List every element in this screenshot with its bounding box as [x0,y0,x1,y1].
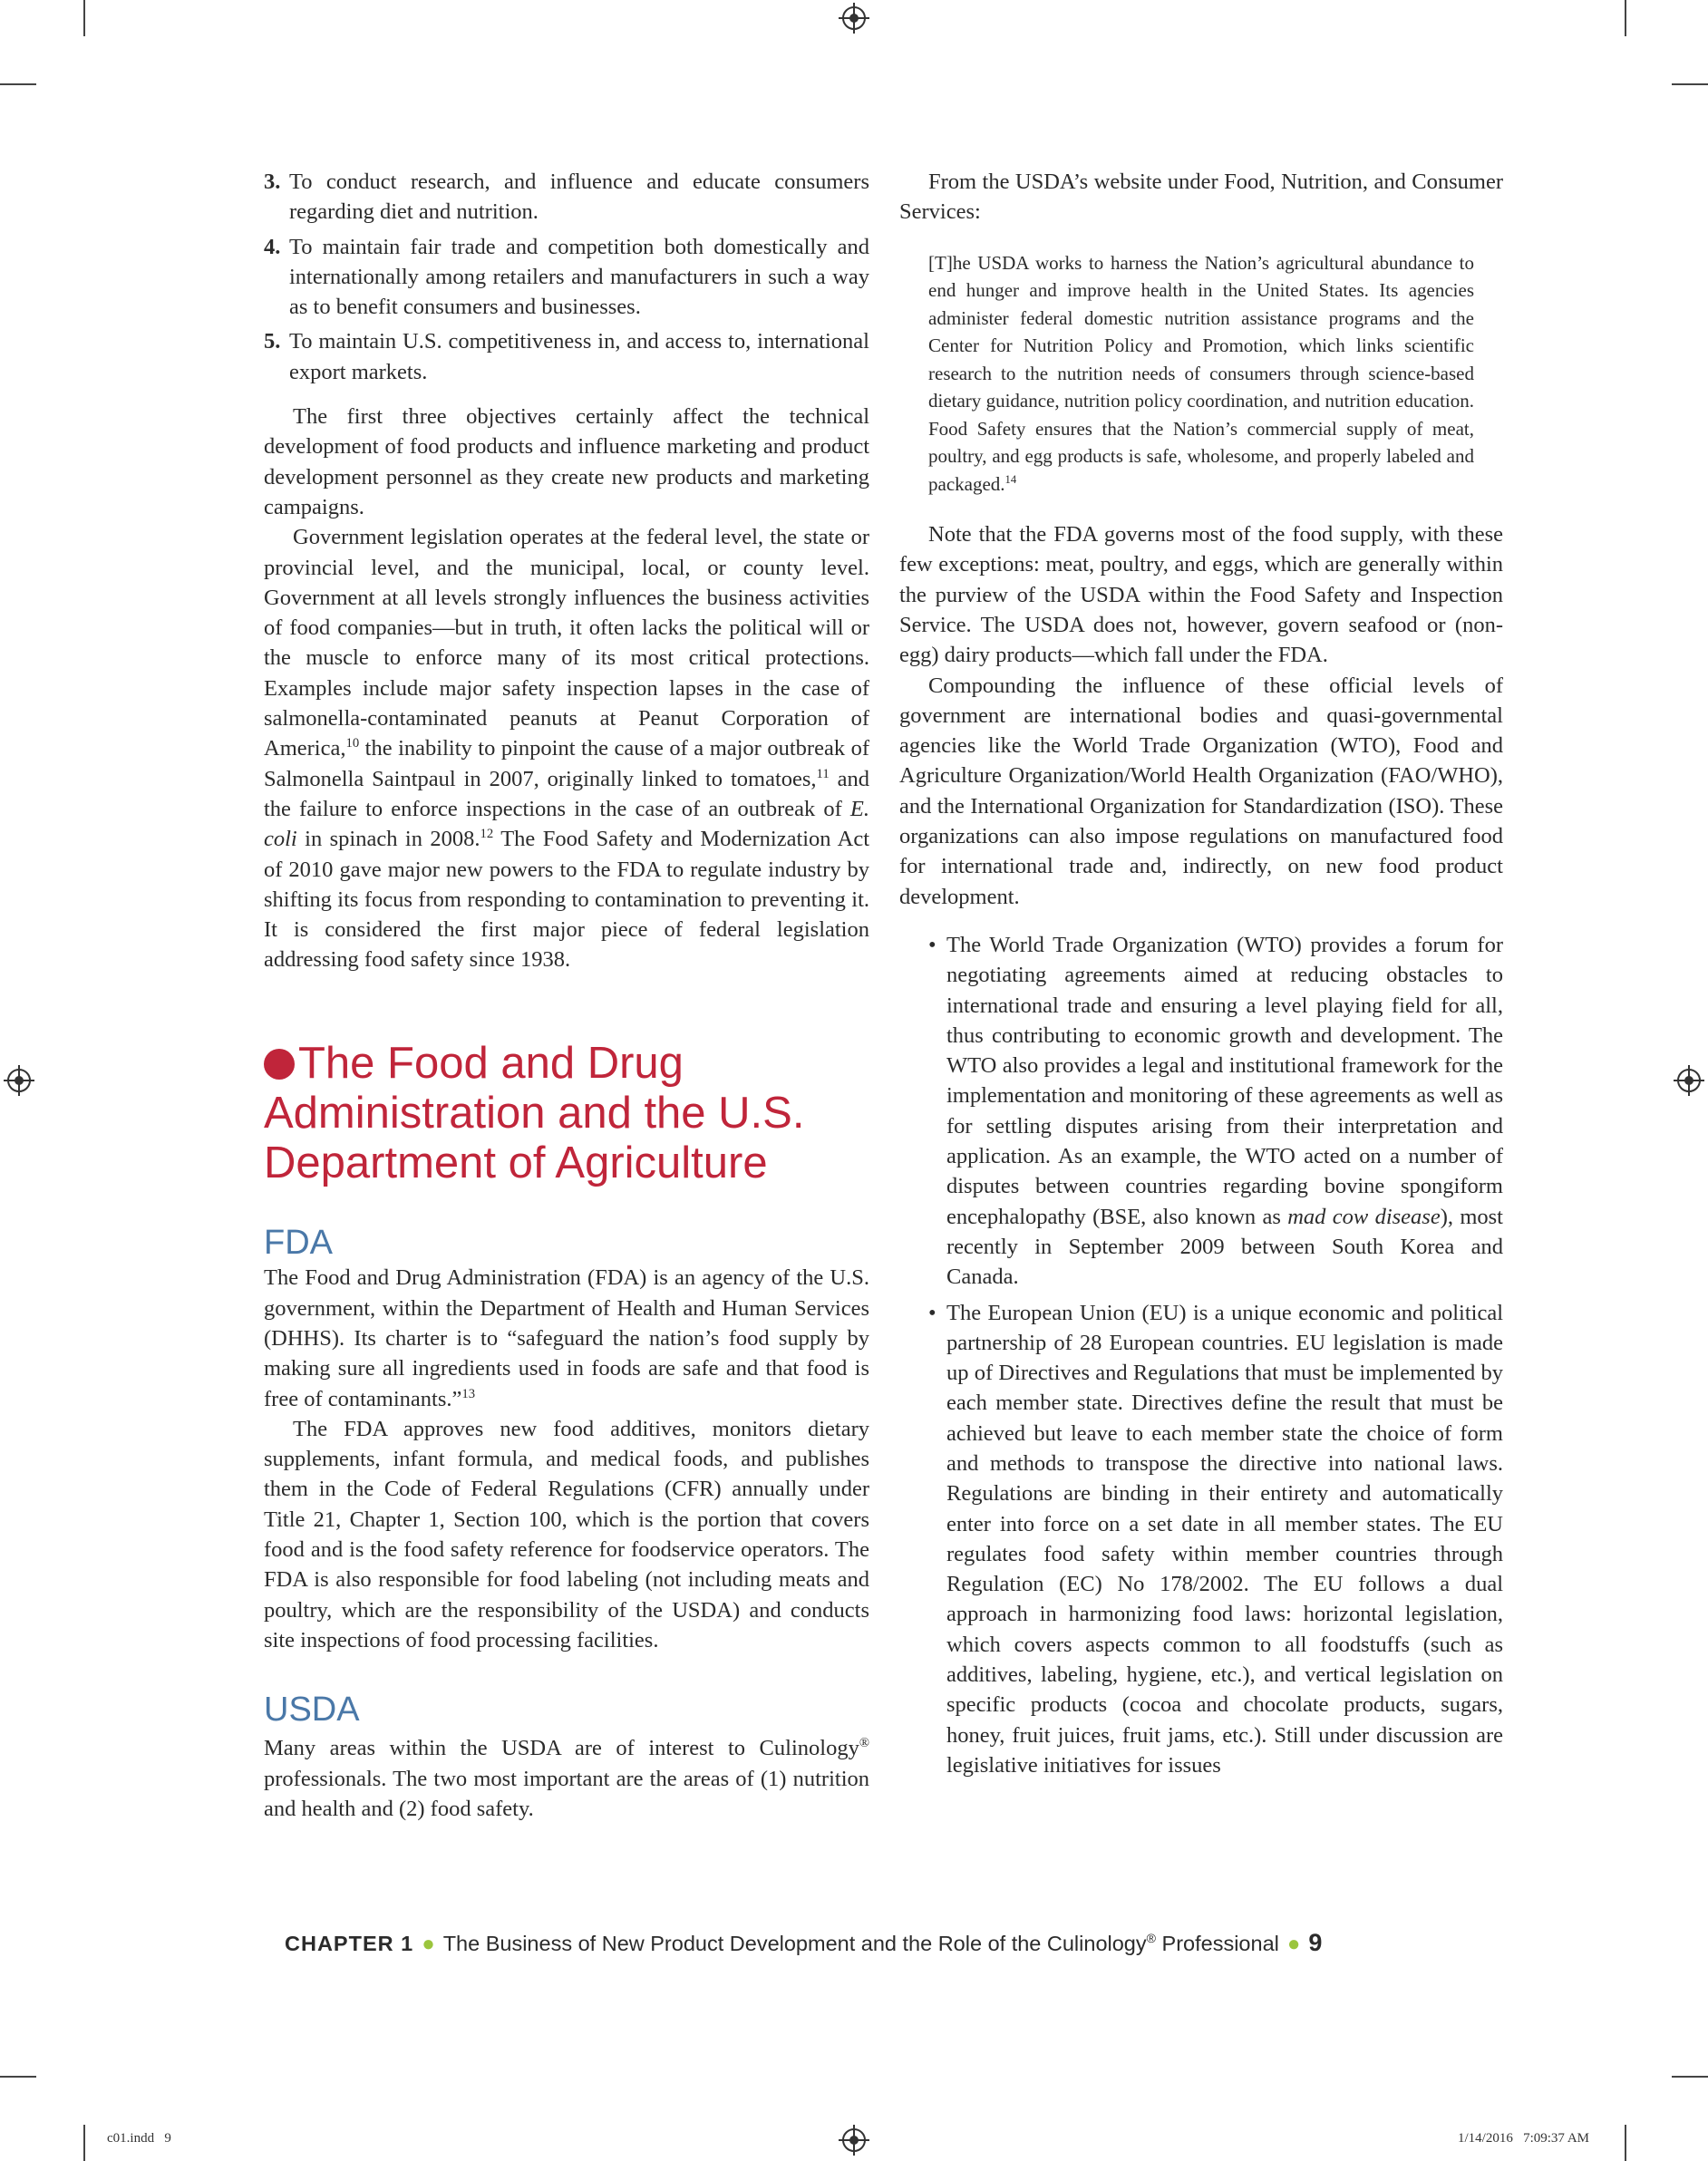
subheading-usda: USDA [264,1691,360,1730]
footnote-ref: 10 [345,736,360,751]
numbered-list [264,167,869,387]
list-item: 5. To maintain U.S. competitiveness in, and access to, international export markets. [264,329,869,384]
registration-mark-icon [7,1069,31,1092]
subheading-fda: FDA [264,1224,333,1263]
paragraph: The first three objectives certainly affect the technical development of food products and influence marketing and product development personnel as they create new products and marketing campaigns. [264,404,869,519]
footnote-ref: 13 [461,1386,476,1401]
list-item: 4. To maintain fair trade and competition both domestically and internationally among retailers and manufacturers in such a way as to benefit consumers and businesses. [264,234,869,320]
separator-dot-icon: ● [422,1932,435,1956]
registration-mark-icon [1677,1069,1701,1092]
page-number: 9 [1308,1929,1323,1956]
crop-mark [1672,83,1708,85]
crop-mark [0,83,36,85]
paragraph: Many areas within the USDA are of interest to Culinology® professionals. The two most important are the areas of (1) nutrition and health and (2) food safety. [264,1736,869,1821]
slug-timestamp: 1/14/2016 7:09:37 AM [1458,2131,1590,2146]
left-column [264,167,869,1824]
paragraph: Government legislation operates at the federal level, the state or provincial level, and the municipal, local, or county level. Government at all levels strongly influences the business activities of food companies—but in truth, it often lacks the political will or the muscle to enforce many of its most critical protections. Examples include major safety inspection lapses in the case of salmonella-contaminated peanuts at Peanut Corporation of America,$^{10}$ the inability to pinpoint the cause of a major outbreak of Salmonella Saintpaul in 2007, originally linked to tomatoes,$^{11}$ and the failure to enforce inspections in the case of an outbreak of E. coli in spinach in 2008.12 The Food Safety and Modernization Act of 2010 gave major new powers to the FDA to regulate industry by shifting its focus from responding to contamination to preventing it. It is considered the first major piece of federal legislation addressing food safety since 1938. [264,525,869,973]
footnote-ref: 11 [816,766,830,781]
crop-mark [83,2125,85,2161]
bullet-icon: • [928,1300,936,1325]
registration-mark-icon [842,6,866,30]
crop-mark [1625,0,1626,36]
footnote-ref: 12 [480,827,494,842]
right-column [899,167,1503,1786]
chapter-label: CHAPTER 1 [285,1932,414,1955]
paragraph: The Food and Drug Administration (FDA) is an agency of the U.S. government, within the Department of Health and Human Services (DHHS). Its charter is to “safeguard the nation’s food supply by making sure all ingredients used in foods are safe and that food is free of contaminants.”$^{13}$ [264,1265,869,1411]
bullet-list [899,930,1503,1780]
slug-filename: c01.indd 9 [107,2131,171,2146]
list-item: • The European Union (EU) is a unique economic and political partnership of 28 European countries. EU legislation is made up of Directives and Regulations that must be implemented by each member state. Directives define the result that must be achieved but leave to each member state the choice of form and methods to transpose the directive into national laws. Regulations are binding in their entirety and automatically enter into force on a set date in all member states. The EU regulates food safety within member countries through Regulation (EC) No 178/2002. The EU follows a dual approach in harmonizing food laws: horizontal legislation, which covers aspects common to all foodstuffs (such as additives, labeling, hygiene, etc.), and vertical legislation on specific products (cocoa and chocolate products, sugars, honey, fruit juices, fruit jams, etc.). Still under discussion are legislative initiatives for issues [899,1298,1503,1781]
block-quote: [T]he USDA works to harness the Nation’s agricultural abundance to end hunger and improve health in the United States. Its agencies administer federal domestic nutrition assistance programs and the Center for Nutrition Policy and Promotion, which links scientific research to the nutrition needs of consumers through science-based dietary guidance, nutrition policy coordination, and nutrition education. Food Safety ensures that the Nation’s commercial supply of meat, poultry, and egg products is safe, wholesome, and properly labeled and packaged.$^{14}$ [928,251,1474,495]
crop-mark [1625,2125,1626,2161]
separator-dot-icon: ● [1286,1932,1301,1956]
paragraph: From the USDA’s website under Food, Nutrition, and Consumer Services: [899,170,1503,225]
crop-mark [1672,2076,1708,2078]
paragraph: Note that the FDA governs most of the food supply, with these few exceptions: meat, poultry, and eggs, which are generally within the purview of the USDA within the Food Safety and Inspection Service. The USDA does not, however, govern seafood or (non-egg) dairy products—which fall under the FDA. [899,522,1503,668]
heading-bullet-icon [264,1049,295,1080]
bullet-icon: • [928,932,936,957]
paragraph: Compounding the influence of these official levels of government are international bodies and quasi-governmental agencies like the World Trade Organization (WTO), Food and Agriculture Organization/World Health Organization (FAO/WHO), and the International Organization for Standardization (ISO). These organizations can also impose regulations on manufactured food for international trade and, indirectly, on new food product development. [899,673,1503,909]
running-footer: CHAPTER 1 ● The Business of New Product Development and the Role of the Culinology® Professional ● 9 [285,1929,1323,1956]
footnote-ref: 14 [1004,472,1017,486]
crop-mark [83,0,85,36]
list-item: • The World Trade Organization (WTO) provides a forum for negotiating agreements aimed at reducing obstacles to international trade and ensuring a level playing field for all, thus contributing to economic growth and development. The WTO also provides a legal and institutional framework for the implementation and monitoring of these agreements as well as for settling disputes arising from their interpretation and application. As an example, the WTO acted on a number of disputes between countries regarding bovine spongiform encephalopathy (BSE, also known as mad cow disease), most recently in September 2009 between South Korea and Canada. [899,930,1503,1293]
section-heading: The Food and Drug Administration and the U.S. Department of Agriculture [264,1038,805,1187]
crop-mark [0,2076,36,2078]
registration-mark-icon [842,2128,866,2152]
chapter-title: The Business of New Product Development and the Role of the Culinology [442,1932,1147,1955]
paragraph: The FDA approves new food additives, monitors dietary supplements, infant formula, and medical foods, and publishes them in the Code of Federal Regulations (CFR) annually under Title 21, Chapter 1, Section 100, which is the portion that covers food and is the food safety reference for foodservice operators. The FDA is also responsible for food labeling (not including meats and poultry, which are the responsibility of the USDA) and conducts site inspections of food processing facilities. [264,1416,869,1652]
list-item: 3. To conduct research, and influence and educate consumers regarding diet and nutrition. [264,170,869,225]
